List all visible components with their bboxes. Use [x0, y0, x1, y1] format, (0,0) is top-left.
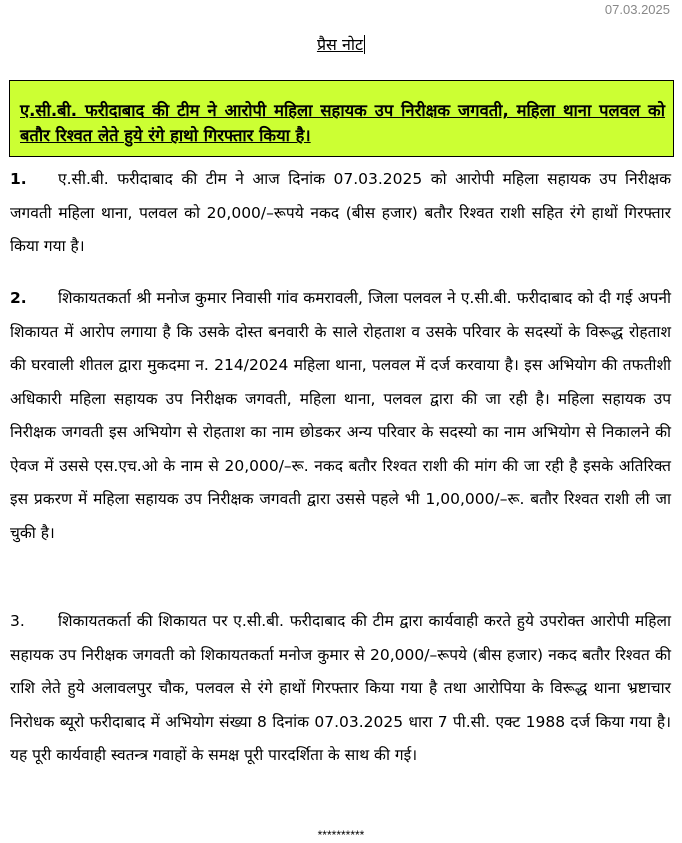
headline-text: ए.सी.बी. फरीदाबाद की टीम ने आरोपी महिला सहायक उप निरीक्षक जगवती, महिला थाना पलवल को बतौर रिश्वत लेते हुये रंगे हाथो गिरफ्तार किया है।	[20, 101, 665, 145]
paragraph-number: 2.	[10, 289, 27, 307]
paragraph-2	[10, 282, 671, 550]
document-date: 07.03.2025	[604, 2, 670, 17]
paragraph-3	[10, 605, 671, 773]
page-title	[0, 33, 682, 55]
paragraph-number: 3.	[10, 612, 25, 630]
press-note-title: प्रैस नोट	[316, 35, 364, 54]
end-separator: **********	[317, 828, 365, 842]
paragraph-1	[10, 163, 671, 264]
paragraph-text: शिकायतकर्ता श्री मनोज कुमार निवासी गांव कमरावली, जिला पलवल ने ए.सी.बी. फरीदाबाद को दी गई अपनी शिकायत में आरोप लगाया है कि उसके दोस्त बनवारी के साले रोहताश व उसके परिवार के सदस्यों के विरूद्ध रोहताश की घरवाली शीतल द्वारा मुकदमा न. 214/2024 महिला थाना, पलवल में दर्ज करवाया है। इस अभियोग की तफतीशी अधिकारी महिला सहायक उप निरीक्षक जगवती, महिला थाना, पलवल द्वारा की जा रही है। महिला सहायक उप निरीक्षक जगवती इस अभियोग से रोहताश का नाम छोडकर अन्य परिवार के सदस्यो का नाम अभियोग से निकालने की ऐवज में उससे एस.एच.ओ के नाम से 20,000/–रू. नकद बतौर रिश्वत राशी की मांग की जा रही है इसके अतिरिक्त इस प्रकरण में महिला सहायक उप निरीक्षक जगवती द्वारा उससे पहले भी 1,00,000/–रू. बतौर रिश्वत राशी ली जा चुकी है।	[10, 289, 671, 542]
paragraph-number: 1.	[10, 170, 27, 188]
headline-box	[9, 80, 674, 157]
paragraph-text: शिकायतकर्ता की शिकायत पर ए.सी.बी. फरीदाबाद की टीम द्वारा कार्यवाही करते हुये उपरोक्त आरोपी महिला सहायक उप निरीक्षक जगवती को शिकायतकर्ता मनोज कुमार से 20,000/–रूपये (बीस हजार) नकद बतौर रिश्वत की राशि लेते हुये अलावलपुर चौक, पलवल से रंगे हाथों गिरफ्तार किया गया है तथा आरोपिया के विरूद्ध थाना भ्रष्टाचार निरोधक ब्यूरो फरीदाबाद में अभियोग संख्या 8 दिनांक 07.03.2025 धारा 7 पी.सी. एक्ट 1988 दर्ज किया गया है। यह पूरी कार्यवाही स्वतन्त्र गवाहों के समक्ष पूरी पारदर्शिता के साथ की गई।	[10, 612, 671, 764]
paragraph-text: ए.सी.बी. फरीदाबाद की टीम ने आज दिनांक 07.03.2025 को आरोपी महिला सहायक उप निरीक्षक जगवती महिला थाना, पलवल को 20,000/–रूपये नकद (बीस हजार) बतौर रिश्वत राशी सहित रंगे हाथों गिरफ्तार किया गया है।	[10, 170, 671, 255]
